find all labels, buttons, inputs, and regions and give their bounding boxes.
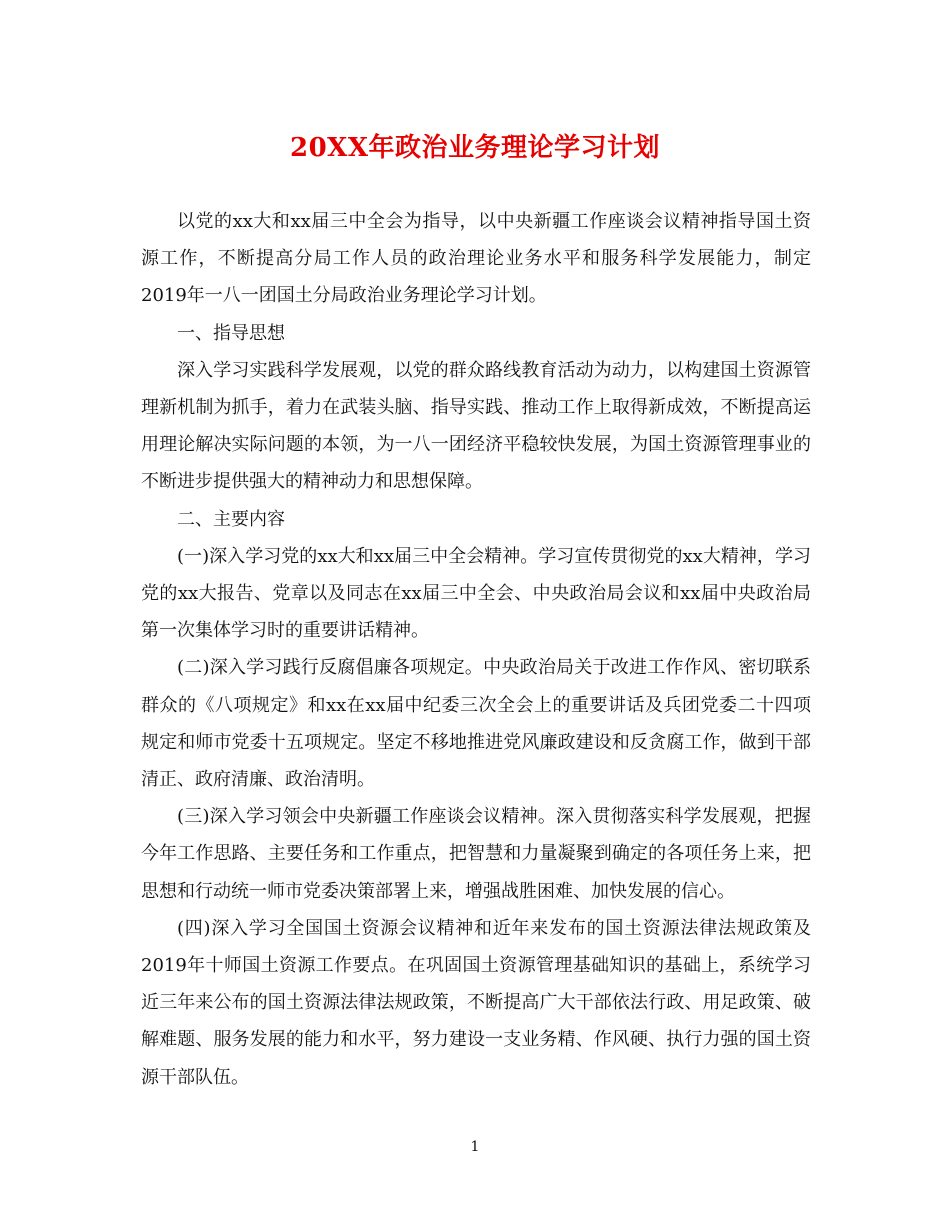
content-item-3: (三)深入学习领会中央新疆工作座谈会议精神。深入贯彻落实科学发展观，把握今年工作思路、主要任务和工作重点，把智慧和力量凝聚到确定的各项任务上来，把思想和行动统一师市党委决策部署上来，增强战胜困难、加快发展的信心。 <box>141 806 811 902</box>
content-item-1: (一)深入学习党的xx大和xx届三中全会精神。学习宣传贯彻党的xx大精神，学习党的xx大报告、党章以及同志在xx届三中全会、中央政治局会议和xx届中央政治局第一次集体学习时的重要讲话精神。 <box>141 545 811 642</box>
document-title: 20XX年政治业务理论学习计划 <box>289 133 661 163</box>
intro-paragraph: 以党的xx大和xx届三中全会为指导，以中央新疆工作座谈会议精神指导国土资源工作，不断提高分局工作人员的政治理论业务水平和服务科学发展能力，制定2019年一八一团国土分局政治业务理论学习计划。 <box>141 211 811 307</box>
page-number: 1 <box>470 1139 480 1155</box>
guiding-thought-paragraph: 深入学习实践科学发展观，以党的群众路线教育活动为动力，以构建国土资源管理新机制为抓手，着力在武装头脑、指导实践、推动工作上取得新成效，不断提高运用理论解决实际问题的本领，为一八一团经济平稳较快发展，为国土资源管理事业的不断进步提供强大的精神动力和思想保障。 <box>141 359 811 493</box>
section-heading-guiding-thought: 一、指导思想 <box>177 322 285 344</box>
document-body <box>141 203 811 1096</box>
content-item-4: (四)深入学习全国国土资源会议精神和近年来发布的国土资源法律法规政策及2019年十师国土资源工作要点。在巩固国土资源管理基础知识的基础上，系统学习近三年来公布的国土资源法律法规政策，不断提高广大干部依法行政、用足政策、破解难题、服务发展的能力和水平，努力建设一支业务精、作风硬、执行力强的国土资源干部队伍。 <box>141 917 811 1088</box>
content-item-2: (二)深入学习践行反腐倡廉各项规定。中央政治局关于改进工作作风、密切联系群众的《八项规定》和xx在xx届中纪委三次全会上的重要讲话及兵团党委二十四项规定和师市党委十五项规定。坚定不移地推进党风廉政建设和反贪腐工作，做到干部清正、政府清廉、政治清明。 <box>141 657 811 791</box>
section-heading-main-content: 二、主要内容 <box>177 508 285 530</box>
